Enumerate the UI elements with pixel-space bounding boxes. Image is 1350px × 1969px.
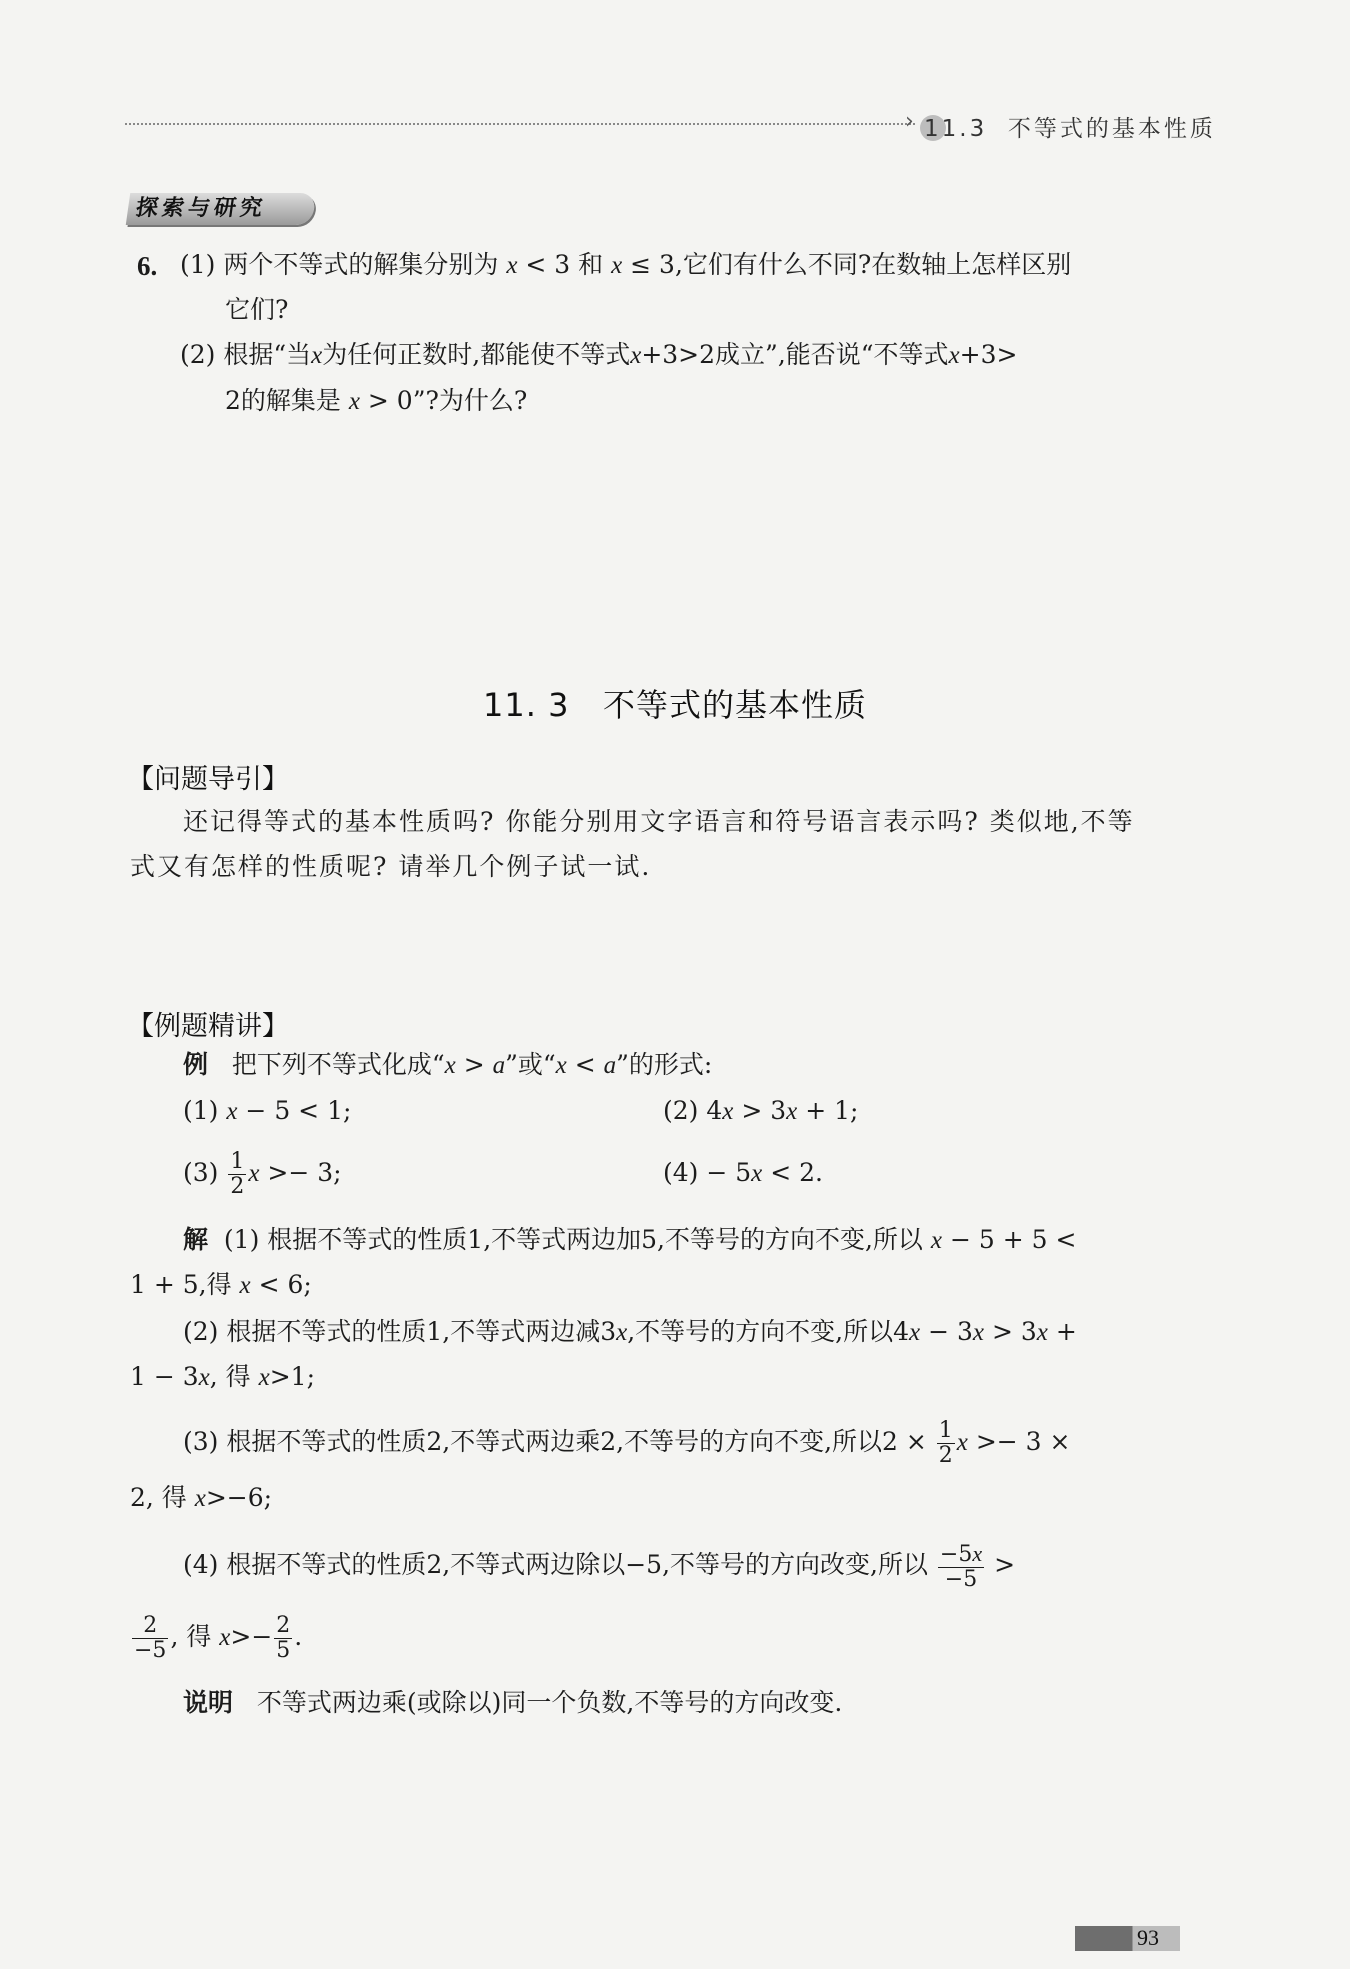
fraction-2-over-neg5: $\frac{2}{-5}$ [134, 1613, 167, 1663]
page-number-bar [1075, 1926, 1180, 1951]
solution-2: (2) 根据不等式的性质1,不等式两边减3x,不等号的方向不变,所以4x − 3x > 3x + [183, 1317, 1077, 1346]
example-item-3: (3) $\frac{1}{2}$ x >− 3; [183, 1149, 342, 1199]
guide-heading: 【问题导引】 [127, 764, 289, 795]
solution-3: (3) 根据不等式的性质2,不等式两边乘2,不等号的方向不变,所以2 × $\frac{1}{2}$ x >− 3 × [183, 1418, 1071, 1468]
fraction-neg5x-over-neg5: $\frac{-5x}{-5}$ [939, 1540, 983, 1592]
question-6-part-2: (2) 根据“当x为任何正数时,都能使不等式x+3>2成立”,能否说“不等式x+3> [180, 340, 1018, 369]
explore-badge: 探索与研究 [126, 193, 316, 225]
header-rule [125, 123, 915, 125]
solution-3-line-2: 2, 得 x>−6; [130, 1483, 273, 1512]
example-prompt: 例 把下列不等式化成“x > a”或“x < a”的形式: [183, 1050, 713, 1079]
guide-line-1: 还记得等式的基本性质吗? 你能分别用文字语言和符号语言表示吗? 类似地,不等 [183, 807, 1135, 836]
page-number: 93 [1137, 1925, 1159, 1950]
note: 说明 不等式两边乘(或除以)同一个负数,不等号的方向改变. [183, 1688, 843, 1717]
example-heading: 【例题精讲】 [127, 1011, 289, 1042]
solution-1: 解 (1) 根据不等式的性质1,不等式两边加5,不等号的方向不变,所以 x − 5 + 5 < [183, 1225, 1077, 1254]
fraction-one-half: $\frac{1}{2}$ [230, 1149, 245, 1199]
fraction-one-half: $\frac{1}{2}$ [938, 1418, 953, 1468]
solution-4-line-2: $\frac{2}{-5}$ , 得 x>− $\frac{2}{5}$ . [134, 1613, 303, 1663]
solution-2-line-2: 1 − 3x, 得 x>1; [130, 1362, 315, 1391]
example-item-2: (2) 4x > 3x + 1; [663, 1096, 859, 1125]
question-6-part-1-line-2: 它们? [225, 295, 289, 324]
solution-1-line-2: 1 + 5,得 x < 6; [130, 1270, 312, 1299]
header-section-number: 11 [924, 116, 960, 142]
running-header: 11.3 不等式的基本性质 [924, 116, 1216, 142]
solution-4: (4) 根据不等式的性质2,不等式两边除以−5,不等号的方向改变,所以 $\frac{-5x}{-5}$ > [183, 1540, 1016, 1592]
question-number: 6. [137, 251, 158, 281]
header-section-title: 不等式的基本性质 [1007, 116, 1216, 142]
question-6-part-2-line-2: 2的解集是 x > 0”?为什么? [225, 386, 528, 415]
header-arrow-icon: › [905, 109, 914, 134]
example-item-4: (4) − 5x < 2. [663, 1158, 823, 1187]
example-item-1: (1) x − 5 < 1; [183, 1096, 352, 1125]
question-6-part-1: (1) 两个不等式的解集分别为 x < 3 和 x ≤ 3,它们有什么不同?在数轴上怎样区别 [180, 250, 1072, 279]
guide-line-2: 式又有怎样的性质呢? 请举几个例子试一试. [130, 852, 652, 881]
section-title: 11. 3 不等式的基本性质 [483, 686, 867, 724]
fraction-2-over-5: $\frac{2}{5}$ [276, 1613, 291, 1663]
